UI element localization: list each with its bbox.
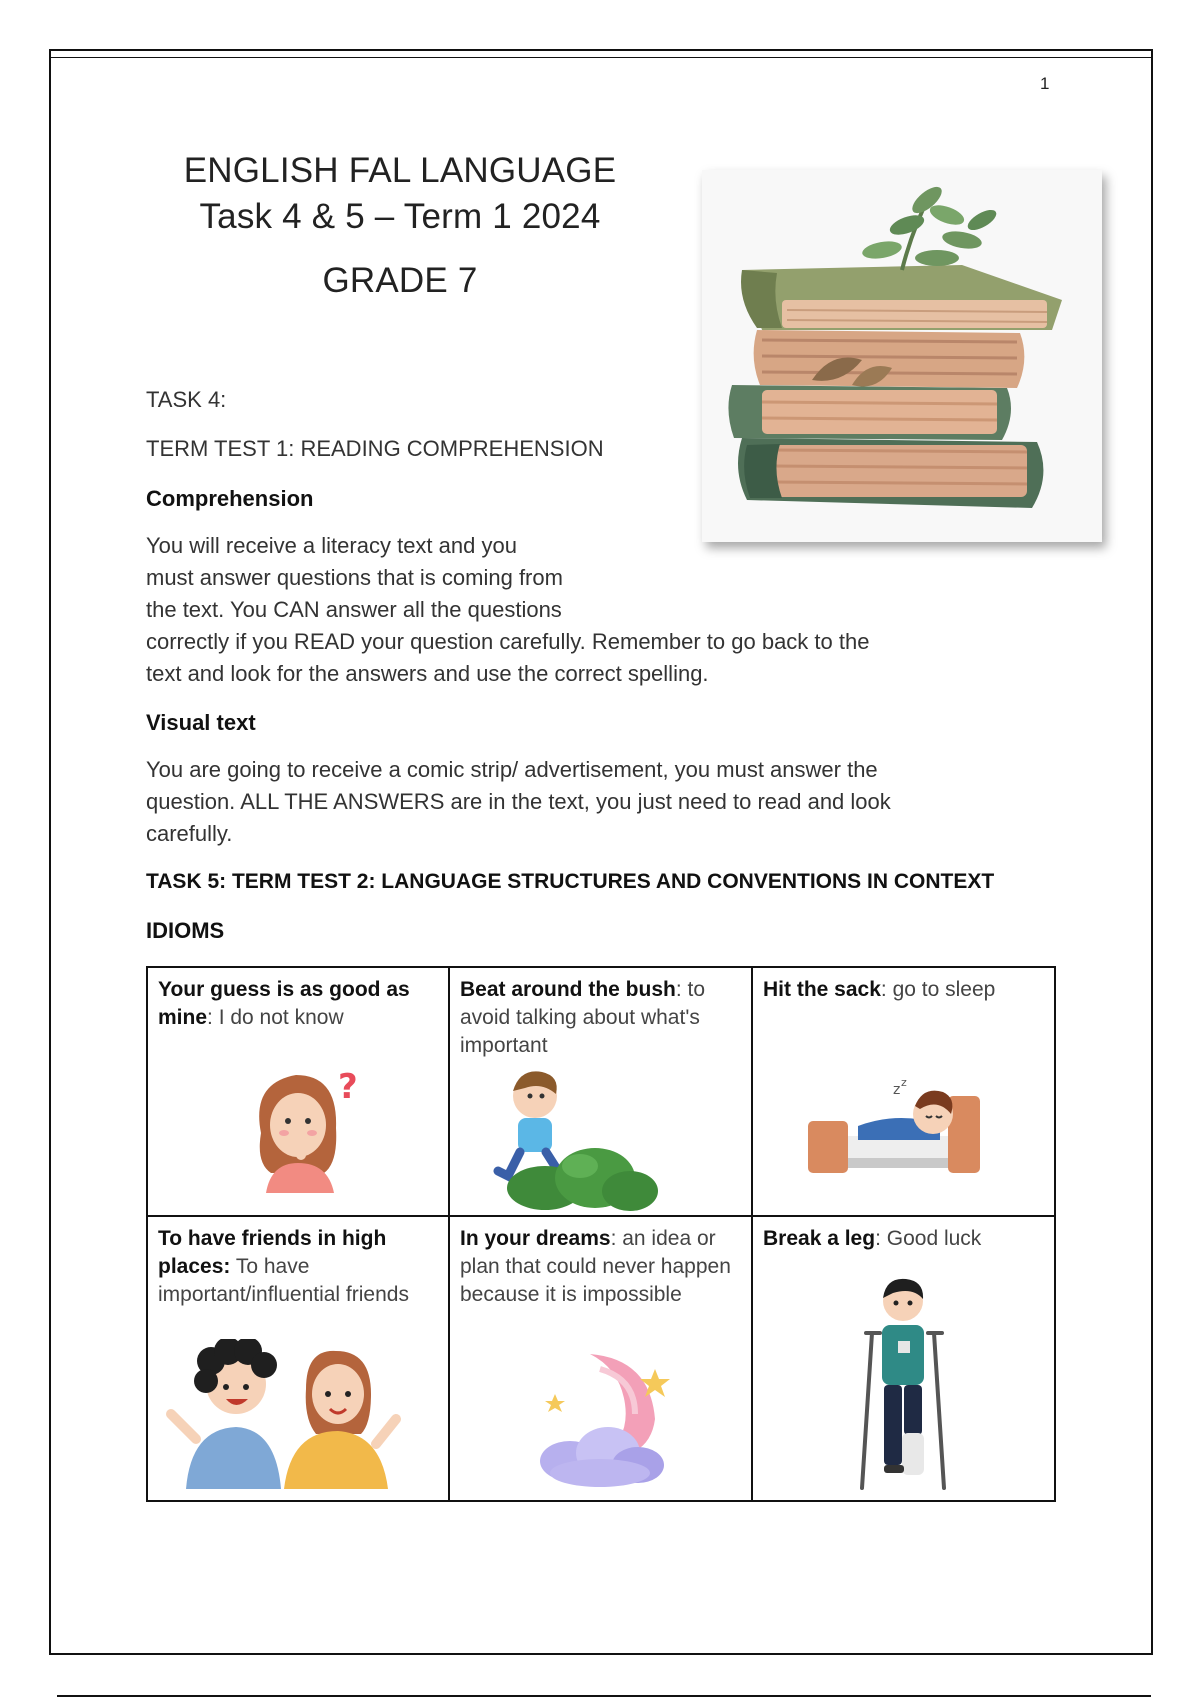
idiom-cell bbox=[148, 968, 450, 1217]
visual-text-line: You are going to receive a comic strip/ advertisement, you must answer the bbox=[146, 757, 878, 782]
task4-subtitle: TERM TEST 1: READING COMPREHENSION bbox=[146, 436, 604, 461]
boy-sleeping-in-bed-icon bbox=[808, 1076, 988, 1186]
title-line-2: Task 4 & 5 – Term 1 2024 bbox=[199, 197, 601, 236]
idioms-heading: IDIOMS bbox=[146, 918, 225, 943]
idiom-separator: : bbox=[880, 978, 887, 1001]
moon-and-cloud-icon bbox=[530, 1349, 680, 1489]
idiom-text bbox=[158, 1225, 438, 1309]
visual-text-heading: Visual text bbox=[146, 710, 256, 735]
boy-running-by-bush-icon bbox=[480, 1066, 660, 1211]
svg-text:z: z bbox=[893, 1082, 901, 1098]
idiom-meaning: to avoid talking about what's important bbox=[460, 978, 706, 1057]
idiom-phrase: Your guess is as good as mine bbox=[158, 978, 410, 1029]
title-line-1: ENGLISH FAL LANGUAGE bbox=[183, 151, 617, 190]
idiom-separator: : bbox=[207, 1006, 213, 1029]
boy-on-crutches-icon bbox=[858, 1273, 948, 1495]
idiom-text bbox=[763, 1225, 1044, 1253]
comprehension-line: text and look for the answers and use the correct spelling. bbox=[146, 661, 709, 686]
idiom-meaning: an idea or plan that could never happen because it is impossible bbox=[460, 1227, 731, 1306]
comprehension-paragraph bbox=[146, 530, 869, 690]
page-bottom-rule bbox=[57, 1695, 1151, 1697]
comprehension-line: the text. You CAN answer all the questions bbox=[146, 597, 562, 622]
idiom-text bbox=[460, 976, 741, 1060]
idiom-separator: : bbox=[675, 978, 682, 1001]
idiom-cell bbox=[450, 968, 753, 1217]
idiom-meaning: I do not know bbox=[212, 1006, 344, 1029]
comprehension-line: correctly if you READ your question carefully. Remember to go back to the bbox=[146, 629, 870, 654]
visual-text-line: carefully. bbox=[146, 821, 233, 846]
idiom-cell bbox=[450, 1217, 753, 1500]
idiom-meaning: Good luck bbox=[880, 1227, 982, 1250]
task5-heading: TASK 5: TERM TEST 2: LANGUAGE STRUCTURES AND CONVENTIONS IN CONTEXT bbox=[146, 870, 995, 893]
idiom-phrase: Hit the sack bbox=[763, 978, 881, 1001]
frame-top-rule bbox=[51, 57, 1151, 58]
idiom-meaning: To have important/influential friends bbox=[158, 1255, 409, 1306]
idiom-cell bbox=[753, 968, 1054, 1217]
idiom-phrase: In your dreams bbox=[460, 1227, 611, 1250]
idiom-separator: : bbox=[875, 1227, 881, 1250]
svg-text:?: ? bbox=[338, 1067, 358, 1107]
idiom-separator: : bbox=[223, 1255, 231, 1278]
idiom-cell bbox=[148, 1217, 450, 1500]
thinking-girl-icon bbox=[246, 1063, 366, 1193]
visual-text-line: question. ALL THE ANSWERS are in the text, you just need to read and look bbox=[146, 789, 891, 814]
idiom-text bbox=[460, 1225, 741, 1309]
task4-label: TASK 4: bbox=[146, 387, 227, 412]
page-number: 1 bbox=[1040, 74, 1050, 93]
idiom-separator: : bbox=[610, 1227, 617, 1250]
idiom-text bbox=[763, 976, 1044, 1004]
idiom-phrase: Beat around the bush bbox=[460, 978, 676, 1001]
idioms-table bbox=[146, 966, 1056, 1502]
comprehension-line: You will receive a literacy text and you bbox=[146, 533, 517, 558]
idiom-cell bbox=[753, 1217, 1054, 1500]
idiom-phrase: Break a leg bbox=[763, 1227, 876, 1250]
document-title bbox=[150, 148, 650, 304]
idiom-text bbox=[158, 976, 438, 1032]
comprehension-heading: Comprehension bbox=[146, 486, 314, 511]
title-grade: GRADE 7 bbox=[322, 261, 478, 300]
visual-text-paragraph bbox=[146, 754, 891, 850]
idiom-meaning: go to sleep bbox=[886, 978, 996, 1001]
comprehension-line: must answer questions that is coming from bbox=[146, 565, 563, 590]
two-happy-friends-icon bbox=[166, 1339, 401, 1489]
idiom-phrase: To have friends in high places bbox=[158, 1227, 387, 1278]
stack-of-books-with-plant-icon bbox=[702, 170, 1102, 542]
svg-text:z: z bbox=[901, 1076, 907, 1089]
